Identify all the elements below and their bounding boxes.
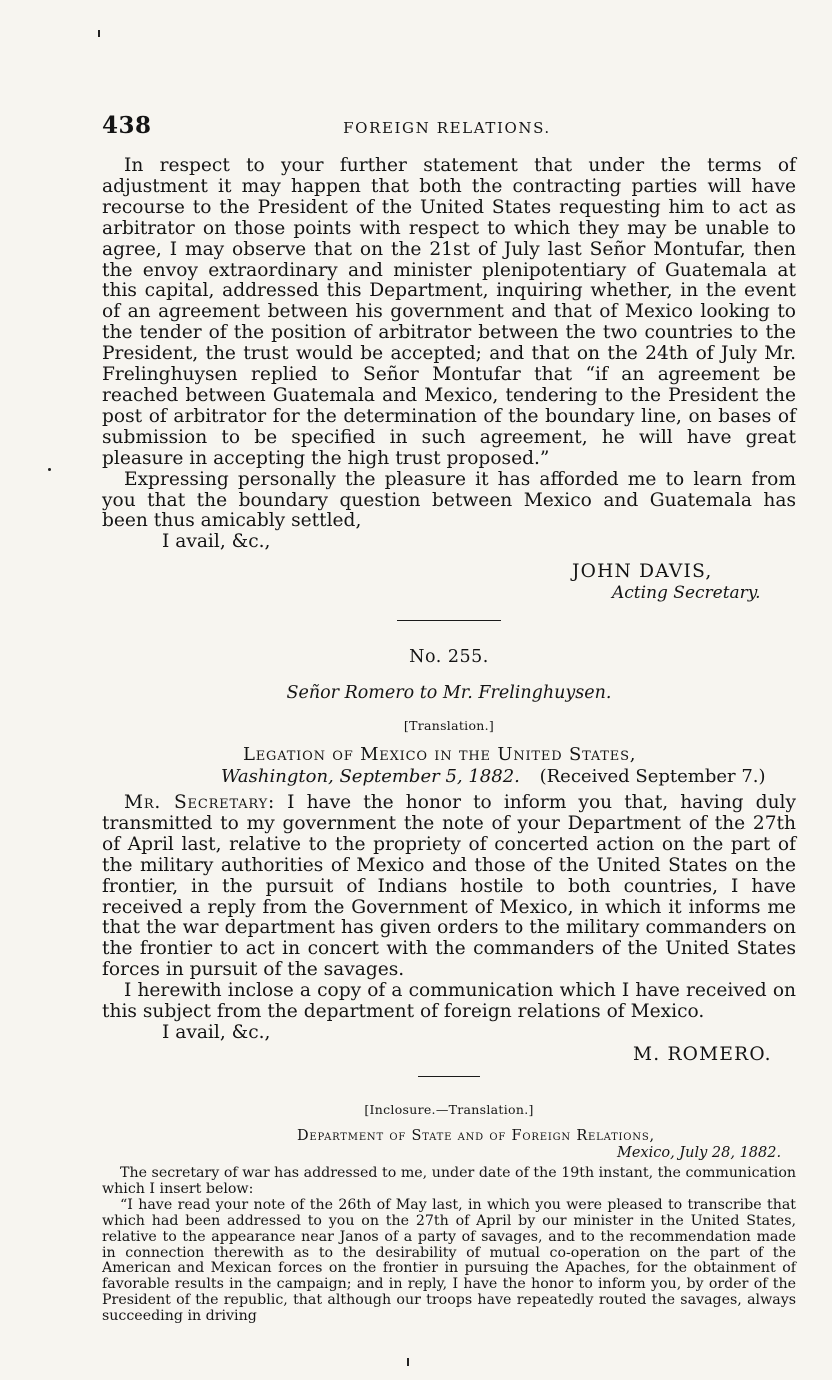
document-number: No. 255.	[409, 647, 489, 667]
salutation: Mr. Secretary:	[124, 792, 276, 813]
signature-title: Acting Secretary.	[612, 583, 761, 603]
section-divider	[397, 620, 501, 621]
dateline-received: (Received September 7.)	[539, 766, 766, 787]
translation-note: [Translation.]	[403, 718, 495, 733]
dateline-place: Washington, September 5, 1882.	[221, 766, 520, 787]
section-divider	[418, 1076, 480, 1077]
inclosure-note: [Inclosure.—Translation.]	[364, 1102, 534, 1117]
inclosure-dateline-sender: Department of State and of Foreign Relations,	[297, 1128, 655, 1144]
letter-paragraph: Expressing personally the pleasure it has afforded me to learn from you that the boundary question between Mexico and Guatemala has been thus amicably settled,	[102, 468, 796, 532]
letter-paragraph	[102, 793, 796, 981]
document-title: Señor Romero to Mr. Frelinghuysen.	[286, 683, 612, 703]
letter-paragraph: I herewith inclose a copy of a communication which I have received on this subject from the department of foreign relations of Mexico.	[102, 980, 796, 1023]
dateline-place-date	[221, 766, 766, 787]
letter-paragraph-text: I have the honor to inform you that, having duly transmitted to my government the note of your Department of the 27th of April last, relative to the propriety of concerted action on the part of the military authorities of Mexico and those of the United States on the frontier, in the pursuit of Indians hostile to both countries, I have received a reply from the Government of Mexico, in which it informs me that the war department has given orders to the military commanders on the frontier to act in concert with the commanders of the United States forces in pursuit of the savages.	[102, 792, 796, 981]
page-number: 438	[102, 112, 152, 139]
inclosure-paragraph: The secretary of war has addressed to me, under date of the 19th instant, the communication which I insert below:	[102, 1165, 796, 1197]
inclosure-paragraph: “I have read your note of the 26th of May last, in which you were pleased to transcribe that which had been addressed to you on the 27th of April by our minister in the United States, relative to the appearance near Janos of a party of savages, and to the recommendation made in connection therewith as to the desirability of mutual co-operation on the part of the American and Mexican forces on the frontier in pursuing the Apaches, for the obtainment of favorable results in the campaign; and in reply, I have the honor to inform you, by order of the President of the republic, that although our troops have repeatedly routed the savages, always succeeding in driving	[102, 1196, 796, 1325]
letter-paragraph: In respect to your further statement that under the terms of adjustment it may happen that both the contracting parties will have recourse to the President of the United States requesting him to act as arbitrator on those points with respect to which they may be unable to agree, I may observe that on the 21st of July last Señor Montufar, then the envoy extraordinary and minister plenipotentiary of Guatemala at this capital, addressed this Department, inquiring whether, in the event of an agreement between his government and that of Mexico looking to the tender of the position of arbitrator between the two countries to the President, the trust would be accepted; and that on the 24th of July Mr. Frelinghuysen replied to Señor Montufar that “if an agreement be reached between Guatemala and Mexico, tendering to the President the post of arbitrator for the determination of the boundary line, on bases of submission to be specified in such agreement, he will have great pleasure in accepting the high trust proposed.”	[102, 155, 796, 469]
letter-closing: I avail, &c.,	[162, 531, 271, 553]
signature-name: M. ROMERO.	[633, 1044, 772, 1065]
dateline-sender: Legation of Mexico in the United States,	[243, 744, 637, 765]
page-header	[102, 112, 792, 142]
letter-davis	[102, 156, 796, 553]
running-head: FOREIGN RELATIONS.	[343, 119, 551, 137]
inclosure-body	[102, 1166, 796, 1325]
signature-name: JOHN DAVIS,	[572, 561, 713, 582]
stray-mark	[48, 468, 51, 471]
stray-mark	[407, 1358, 409, 1366]
letter-romero	[102, 793, 796, 1044]
inclosure-dateline-place-date: Mexico, July 28, 1882.	[617, 1145, 782, 1161]
letter-closing: I avail, &c.,	[162, 1021, 271, 1043]
stray-mark	[98, 30, 100, 37]
